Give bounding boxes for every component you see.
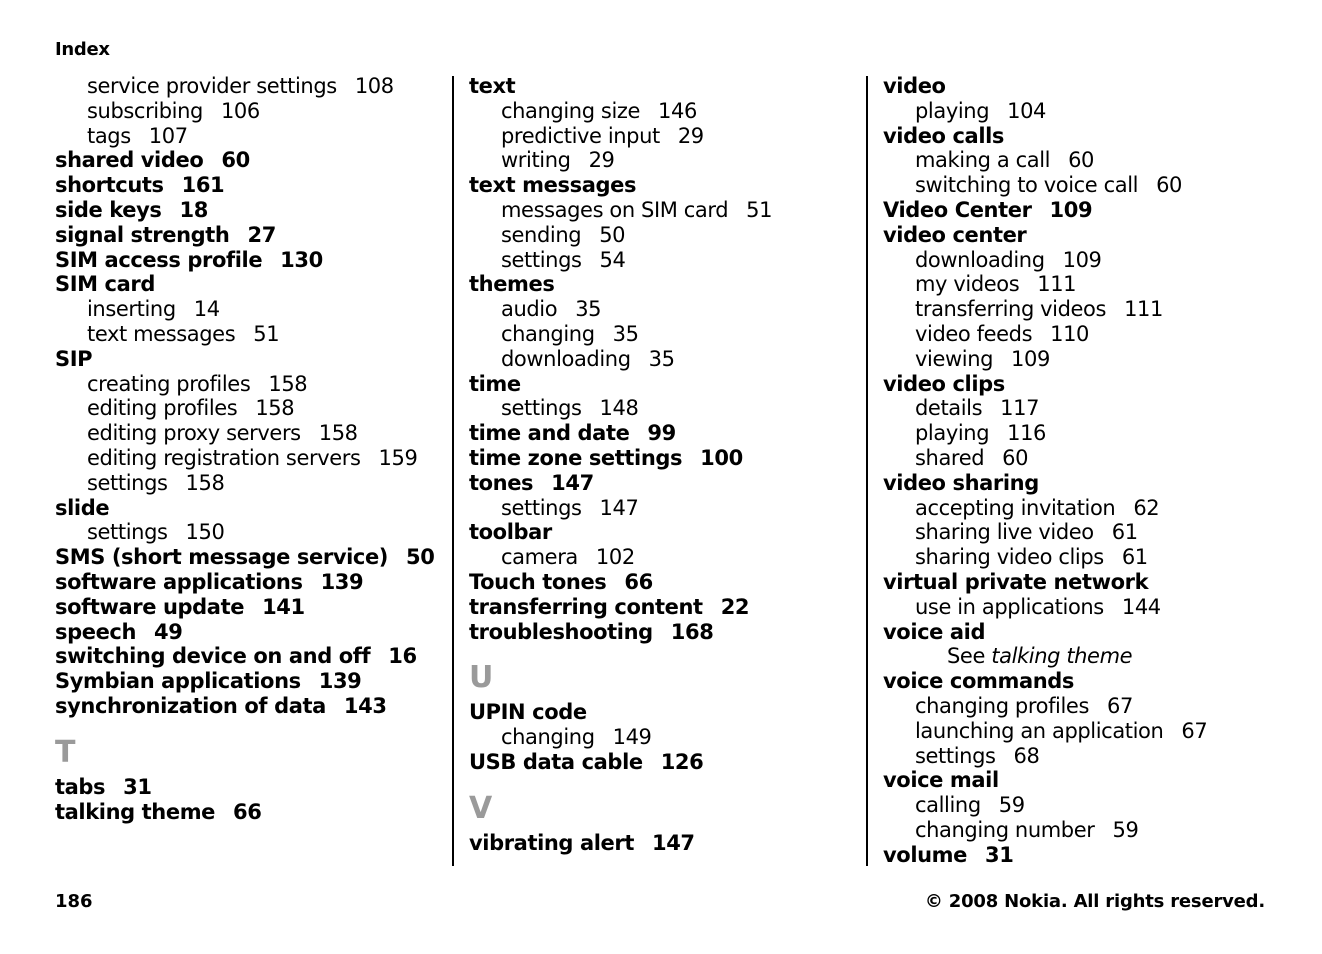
index-subentry [883,496,1283,521]
entry-term: software applications [55,569,303,594]
entry-term: video sharing [883,470,1039,495]
index-entry [883,124,1283,149]
index-column-1 [55,74,447,824]
entry-page-number: 60 [1156,173,1183,198]
entry-term: editing proxy servers [87,421,301,446]
entry-term: changing [501,725,595,750]
entry-term: camera [501,545,578,570]
index-subentry [55,322,447,347]
entry-page-number: 168 [670,619,714,644]
entry-term: messages on SIM card [501,197,729,222]
index-subentry [883,793,1283,818]
entry-page-number: 18 [179,197,208,222]
index-subentry [883,99,1283,124]
entry-page-number: 161 [181,173,225,198]
entry-term: text messages [469,173,637,198]
entry-term: time and date [469,421,630,446]
index-subentry [883,148,1283,173]
index-column-2 [469,74,861,856]
entry-page-number: 67 [1181,718,1208,743]
index-entry [55,173,447,198]
index-entry [55,347,447,372]
index-entry [469,520,861,545]
entry-term: SIP [55,346,93,371]
entry-term: text messages [87,321,236,346]
index-entry [883,372,1283,397]
index-subentry [883,719,1283,744]
entry-page-number: 59 [1112,817,1139,842]
index-entry [469,831,861,856]
index-subentry [55,471,447,496]
index-subentry [469,347,861,372]
index-subentry [469,99,861,124]
entry-page-number: 147 [651,830,695,855]
index-entry [469,446,861,471]
index-entry [469,750,861,775]
entry-page-number: 109 [1011,346,1050,371]
entry-term: SIM card [55,272,155,297]
index-subentry [55,372,447,397]
entry-page-number: 159 [378,445,418,470]
index-entry [469,74,861,99]
entry-page-number: 106 [220,98,260,123]
entry-term: volume [883,842,967,867]
entry-term: video center [883,222,1027,247]
entry-term: use in applications [915,594,1104,619]
entry-page-number: 158 [255,396,295,421]
entry-term: shortcuts [55,173,164,198]
entry-page-number: 61 [1121,545,1148,570]
index-subentry [469,124,861,149]
index-entry [883,570,1283,595]
entry-term: service provider settings [87,74,337,98]
entry-term: Video Center [883,197,1032,222]
index-entry [55,595,447,620]
entry-page-number: 68 [1013,743,1040,768]
index-entry [883,620,1283,645]
index-subentry [469,297,861,322]
entry-term: calling [915,793,981,818]
entry-term: creating profiles [87,371,251,396]
entry-page-number: 29 [588,148,615,173]
entry-term: transferring content [469,594,703,619]
index-entry [469,421,861,446]
entry-page-number: 16 [388,644,417,669]
entry-page-number: 59 [998,793,1025,818]
index-subentry [883,272,1283,297]
column-divider [866,76,868,866]
entry-page-number: 158 [185,470,225,495]
index-entry [883,471,1283,496]
entry-page-number: 49 [154,619,183,644]
index-subentry [469,248,861,273]
entry-term: voice aid [883,619,986,644]
page-number: 186 [55,891,93,912]
entry-page-number: 158 [318,421,358,446]
entry-term: changing [501,321,595,346]
entry-page-number: 143 [343,693,387,718]
entry-page-number: 66 [624,569,653,594]
entry-term: playing [915,98,990,123]
entry-page-number: 35 [575,297,602,322]
index-entry [469,173,861,198]
index-subentry [883,694,1283,719]
index-subentry [883,446,1283,471]
entry-page-number: 109 [1062,247,1102,272]
index-subentry [469,148,861,173]
entry-term: synchronization of data [55,693,326,718]
entry-page-number: 111 [1124,297,1163,322]
index-entry [883,198,1283,223]
entry-term: settings [915,743,996,768]
entry-page-number: 50 [599,222,626,247]
entry-term: speech [55,619,137,644]
entry-term: downloading [501,346,631,371]
entry-term: predictive input [501,123,660,148]
copyright-notice: © 2008 Nokia. All rights reserved. [924,891,1265,912]
index-subentry [55,421,447,446]
entry-term: voice mail [883,768,999,793]
index-subentry [883,520,1283,545]
section-letter: U [469,660,494,696]
see-target: talking theme [991,644,1133,669]
entry-page-number: 139 [318,669,362,694]
entry-term: video calls [883,123,1005,148]
entry-term: text [469,74,516,98]
entry-term: SMS (short message service) [55,545,388,570]
index-entry [55,248,447,273]
entry-term: shared [915,445,985,470]
entry-page-number: 149 [612,725,652,750]
index-subentry [469,396,861,421]
entry-term: my videos [915,272,1020,297]
entry-page-number: 14 [193,297,220,322]
index-subentry [55,520,447,545]
entry-page-number: 50 [406,545,435,570]
entry-term: changing size [501,98,641,123]
entry-term: tabs [55,774,106,799]
entry-page-number: 100 [700,445,743,470]
entry-page-number: 51 [253,321,280,346]
entry-term: side keys [55,197,162,222]
index-entry [469,620,861,645]
entry-term: talking theme [55,799,216,824]
index-entry [469,372,861,397]
entry-page-number: 54 [599,247,626,272]
entry-term: changing number [915,817,1095,842]
index-entry [55,644,447,669]
entry-term: settings [501,495,582,520]
index-entry [883,669,1283,694]
index-subentry [883,818,1283,843]
entry-term: slide [55,495,110,520]
index-entry [883,223,1283,248]
index-entry [883,843,1283,868]
index-subentry [469,198,861,223]
entry-term: audio [501,297,558,322]
index-subentry [55,74,447,99]
entry-page-number: 67 [1107,693,1133,718]
index-subentry [883,545,1283,570]
index-subentry [55,396,447,421]
index-subentry [883,595,1283,620]
index-entry [469,570,861,595]
entry-page-number: 60 [1002,445,1029,470]
entry-term: inserting [87,297,176,322]
entry-page-number: 110 [1050,321,1090,346]
index-entry [469,471,861,496]
entry-term: subscribing [87,98,203,123]
index-subentry [55,297,447,322]
index-entry [55,198,447,223]
entry-term: USB data cable [469,749,643,774]
entry-page-number: 107 [148,123,188,148]
section-letter: T [55,734,76,770]
entry-page-number: 62 [1133,495,1160,520]
entry-page-number: 144 [1121,594,1161,619]
index-entry [883,74,1283,99]
entry-page-number: 117 [1000,396,1040,421]
index-entry [55,272,447,297]
index-entry [55,570,447,595]
entry-term: sending [501,222,582,247]
entry-page-number: 158 [268,371,308,396]
entry-page-number: 141 [262,594,305,619]
index-entry [55,223,447,248]
index-subentry [883,396,1283,421]
index-entry [55,800,447,825]
entry-term: editing profiles [87,396,238,421]
entry-page-number: 150 [185,520,225,545]
entry-page-number: 116 [1007,421,1047,446]
entry-term: settings [87,520,168,545]
section-letter: V [469,790,493,826]
entry-term: editing registration servers [87,445,361,470]
index-subentry [883,173,1283,198]
index-subentry [883,347,1283,372]
index-subentry [469,725,861,750]
index-entry [55,669,447,694]
entry-term: settings [501,396,582,421]
entry-term: vibrating alert [469,830,634,855]
entry-term: changing profiles [915,693,1089,718]
entry-page-number: 102 [595,545,635,570]
entry-term: time zone settings [469,445,683,470]
entry-page-number: 104 [1007,98,1047,123]
entry-term: SIM access profile [55,247,263,272]
entry-page-number: 31 [985,842,1014,867]
index-entry [469,595,861,620]
entry-term: Touch tones [469,569,607,594]
index-subentry [55,124,447,149]
index-subentry [55,99,447,124]
index-entry [883,768,1283,793]
index-subentry [469,223,861,248]
index-entry [55,148,447,173]
entry-term: settings [87,470,168,495]
entry-page-number: 108 [354,74,394,98]
page-header: Index [55,39,110,60]
index-entry [469,272,861,297]
index-subentry [55,446,447,471]
entry-page-number: 146 [658,98,697,123]
entry-page-number: 109 [1049,197,1093,222]
entry-term: tones [469,470,534,495]
entry-term: signal strength [55,222,230,247]
index-subentry [469,545,861,570]
entry-term: tags [87,123,131,148]
entry-term: video clips [883,371,1005,396]
entry-term: switching device on and off [55,644,371,669]
index-subentry [883,744,1283,769]
index-entry [55,545,447,570]
entry-term: writing [501,148,571,173]
entry-page-number: 60 [221,148,250,173]
see-reference [883,644,1283,669]
index-column-3 [883,74,1283,868]
entry-term: Symbian applications [55,669,301,694]
index-entry [55,496,447,521]
index-entry [55,620,447,645]
entry-page-number: 147 [599,495,639,520]
index-subentry [469,322,861,347]
see-label: See [947,644,985,669]
entry-term: software update [55,594,245,619]
index-subentry [883,297,1283,322]
entry-term: voice commands [883,669,1075,694]
entry-term: settings [501,247,582,272]
entry-term: downloading [915,247,1045,272]
index-subentry [469,496,861,521]
entry-page-number: 35 [648,346,675,371]
entry-page-number: 130 [280,247,323,272]
index-subentry [883,421,1283,446]
entry-page-number: 148 [599,396,639,421]
entry-term: video [883,74,946,98]
entry-term: toolbar [469,520,552,545]
entry-term: transferring videos [915,297,1107,322]
entry-term: details [915,396,983,421]
entry-page-number: 61 [1111,520,1138,545]
entry-term: sharing live video [915,520,1094,545]
index-subentry [883,322,1283,347]
entry-term: launching an application [915,718,1164,743]
entry-page-number: 139 [320,569,364,594]
entry-term: viewing [915,346,994,371]
entry-page-number: 27 [247,222,276,247]
entry-page-number: 22 [720,594,750,619]
entry-term: time [469,371,521,396]
entry-term: shared video [55,148,204,173]
column-divider [452,76,454,866]
entry-term: switching to voice call [915,173,1139,198]
entry-page-number: 126 [660,749,704,774]
entry-term: making a call [915,148,1051,173]
entry-term: UPIN code [469,700,587,725]
index-entry [55,694,447,719]
entry-page-number: 111 [1037,272,1077,297]
entry-page-number: 35 [612,321,639,346]
entry-page-number: 147 [551,470,594,495]
entry-term: virtual private network [883,569,1149,594]
entry-page-number: 66 [233,799,262,824]
index-entry [55,775,447,800]
entry-page-number: 60 [1068,148,1094,173]
entry-term: troubleshooting [469,619,653,644]
entry-term: sharing video clips [915,545,1104,570]
entry-page-number: 29 [677,123,704,148]
entry-page-number: 51 [746,197,773,222]
entry-page-number: 99 [647,421,676,446]
index-entry [469,700,861,725]
entry-page-number: 31 [123,774,152,799]
entry-term: playing [915,421,990,446]
index-subentry [883,248,1283,273]
entry-term: accepting invitation [915,495,1116,520]
entry-term: video feeds [915,321,1033,346]
entry-term: themes [469,272,555,297]
